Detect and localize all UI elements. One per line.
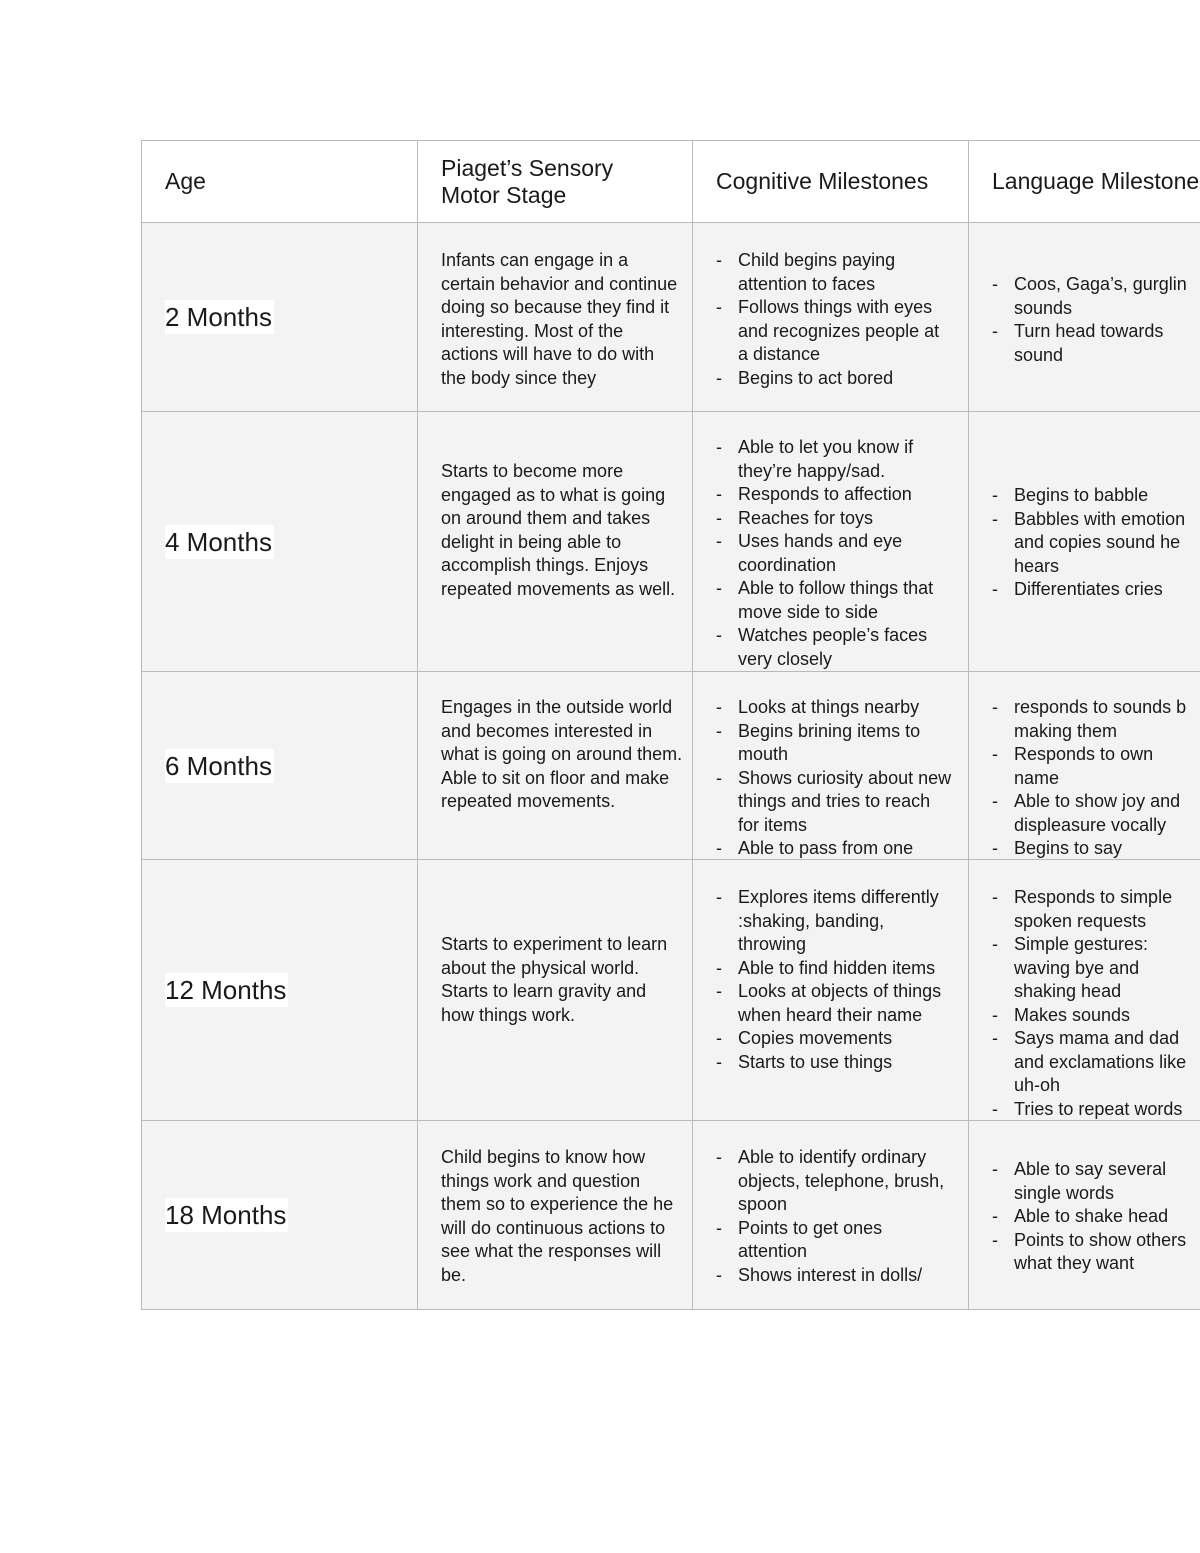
- cognitive-cell: [693, 412, 969, 672]
- dash-bullet: -: [992, 1206, 998, 1226]
- cognitive-list-item: [716, 957, 954, 981]
- dash-bullet: -: [716, 720, 722, 741]
- dash-bullet: -: [992, 321, 998, 341]
- cognitive-item-text: Watches people’s faces very closely: [738, 625, 928, 669]
- cognitive-cell: [693, 672, 969, 860]
- cognitive-list: [716, 1146, 954, 1287]
- language-list-item: [992, 508, 1200, 579]
- dash-bullet: -: [716, 1147, 722, 1167]
- cognitive-cell: [693, 223, 969, 412]
- cognitive-item-text: Child begins paying attention to faces: [738, 250, 896, 294]
- dash-bullet: -: [716, 887, 722, 907]
- cognitive-item-text: Able to pass from one: [738, 838, 914, 858]
- header-stage: [418, 141, 693, 223]
- language-item-text: responds to sounds b making them: [1014, 697, 1187, 741]
- language-list: [992, 273, 1200, 367]
- table-row: [142, 223, 1200, 412]
- language-list-item: [992, 696, 1200, 743]
- dash-bullet: -: [716, 250, 722, 270]
- language-item-text: Babbles with emotion and copies sound he hears: [1014, 508, 1186, 576]
- cognitive-item-text: Uses hands and eye coordination: [738, 531, 903, 575]
- header-cognitive: [693, 141, 969, 223]
- cognitive-item-text: Able to follow things that move side to side: [738, 578, 934, 622]
- language-cell: [969, 223, 1200, 412]
- language-list-item: [992, 886, 1200, 933]
- dash-bullet: -: [992, 791, 998, 811]
- dash-bullet: -: [992, 1098, 998, 1119]
- dash-bullet: -: [716, 981, 722, 1001]
- language-cell: [969, 412, 1200, 672]
- language-list-item: [992, 1004, 1200, 1028]
- language-list-item: [992, 273, 1200, 320]
- dash-bullet: -: [992, 1229, 998, 1250]
- cognitive-list-item: [716, 507, 954, 531]
- dash-bullet: -: [992, 838, 998, 858]
- age-label: 4 Months: [165, 526, 272, 557]
- stage-cell: [418, 860, 693, 1121]
- header-row: [142, 141, 1200, 223]
- cognitive-list-item: [716, 980, 954, 1027]
- dash-bullet: -: [716, 625, 722, 645]
- language-list-item: [992, 1158, 1200, 1205]
- dash-bullet: -: [992, 1028, 998, 1048]
- language-item-text: Able to show joy and displeasure vocally: [1014, 791, 1181, 835]
- stage-description: Engages in the outside world and becomes interested in what is going on around them. Able to sit on floor and make repeated movements.: [441, 697, 683, 811]
- language-item-text: Tries to repeat words: [1014, 1098, 1183, 1119]
- dash-bullet: -: [716, 957, 722, 978]
- dash-bullet: -: [716, 1051, 722, 1072]
- cognitive-list-item: [716, 837, 954, 859]
- language-list: [992, 484, 1200, 602]
- header-age-label: Age: [165, 168, 206, 194]
- table-row: [142, 860, 1200, 1121]
- cognitive-list-item: [716, 886, 954, 957]
- stage-description: Starts to become more engaged as to what is going on around them and takes delight in being able to accomplish things. Enjoys repeated movements as well.: [441, 461, 676, 599]
- cognitive-item-text: Points to get ones attention: [738, 1217, 883, 1261]
- cognitive-list-item: [716, 767, 954, 838]
- language-item-text: Makes sounds: [1014, 1004, 1131, 1025]
- cognitive-list-item: [716, 483, 954, 507]
- cognitive-list-item: [716, 249, 954, 296]
- language-item-text: Turn head towards sound: [1014, 321, 1164, 365]
- dash-bullet: -: [716, 1264, 722, 1285]
- dash-bullet: -: [992, 508, 998, 529]
- cognitive-list-item: [716, 367, 954, 391]
- age-cell: [142, 223, 418, 412]
- cognitive-list-item: [716, 530, 954, 577]
- stage-cell: [418, 412, 693, 672]
- dash-bullet: -: [992, 579, 998, 599]
- cognitive-item-text: Begins to act bored: [738, 367, 894, 388]
- cognitive-item-text: Starts to use things: [738, 1051, 893, 1072]
- cognitive-cell: [693, 1121, 969, 1310]
- language-list-item: [992, 743, 1200, 790]
- dash-bullet: -: [716, 531, 722, 551]
- cognitive-item-text: Looks at things nearby: [738, 697, 920, 717]
- dash-bullet: -: [716, 367, 722, 388]
- cognitive-list-item: [716, 1027, 954, 1051]
- dash-bullet: -: [716, 838, 722, 858]
- age-label: 18 Months: [165, 1200, 287, 1230]
- cognitive-list-item: [716, 296, 954, 367]
- cognitive-item-text: Reaches for toys: [738, 507, 874, 528]
- language-list-item: [992, 790, 1200, 837]
- cognitive-item-text: Shows interest in dolls/: [738, 1264, 923, 1285]
- language-list-item: [992, 1098, 1200, 1121]
- language-item-text: Able to say several single words: [1014, 1159, 1167, 1203]
- cognitive-list: [716, 696, 954, 859]
- stage-description: Child begins to know how things work and question them so to experience the he will do continuous actions to see what the responses will be.: [441, 1147, 674, 1285]
- dash-bullet: -: [992, 485, 998, 505]
- stage-cell: [418, 223, 693, 412]
- cognitive-list: [716, 436, 954, 671]
- dash-bullet: -: [716, 484, 722, 504]
- age-label: 6 Months: [165, 750, 272, 781]
- language-cell: [969, 860, 1200, 1121]
- age-label: 2 Months: [165, 302, 272, 332]
- language-list: [992, 886, 1200, 1120]
- dash-bullet: -: [716, 1028, 722, 1048]
- language-list-item: [992, 1205, 1200, 1229]
- header-stage-line2: Motor Stage: [441, 181, 567, 208]
- header-stage-line1: Piaget’s Sensory: [441, 154, 614, 181]
- cognitive-list-item: [716, 436, 954, 483]
- language-item-text: Says mama and dad and exclamations like uh-oh: [1014, 1028, 1187, 1095]
- language-list-item: [992, 1229, 1200, 1276]
- cognitive-list: [716, 886, 954, 1074]
- table-body: [142, 223, 1200, 1310]
- language-item-text: Begins to say: [1014, 838, 1123, 858]
- cognitive-list-item: [716, 1264, 954, 1288]
- cognitive-item-text: Looks at objects of things when heard their name: [738, 981, 942, 1025]
- language-cell: [969, 672, 1200, 860]
- dash-bullet: -: [992, 934, 998, 954]
- stage-description: Infants can engage in a certain behavior and continue doing so because they find it interesting. Most of the actions will have to do with the body since they: [441, 250, 678, 388]
- cognitive-item-text: Responds to affection: [738, 484, 912, 504]
- language-item-text: Able to shake head: [1014, 1206, 1169, 1226]
- language-list-item: [992, 1027, 1200, 1098]
- dash-bullet: -: [716, 437, 722, 457]
- dash-bullet: -: [992, 744, 998, 764]
- language-item-text: Coos, Gaga’s, gurglin sounds: [1014, 274, 1187, 318]
- dash-bullet: -: [992, 697, 998, 717]
- language-item-text: Points to show others what they want: [1014, 1229, 1187, 1273]
- milestones-table: [141, 140, 1200, 1310]
- age-cell: [142, 412, 418, 672]
- cognitive-item-text: Able to find hidden items: [738, 957, 936, 978]
- dash-bullet: -: [992, 1004, 998, 1025]
- cognitive-item-text: Begins brining items to mouth: [738, 720, 921, 764]
- language-list-item: [992, 837, 1200, 859]
- cognitive-list-item: [716, 1146, 954, 1217]
- cognitive-list-item: [716, 577, 954, 624]
- cognitive-item-text: Follows things with eyes and recognizes people at a distance: [738, 297, 940, 364]
- dash-bullet: -: [716, 297, 722, 317]
- language-list-item: [992, 484, 1200, 508]
- language-list: [992, 1158, 1200, 1276]
- cognitive-list-item: [716, 720, 954, 767]
- dash-bullet: -: [992, 887, 998, 907]
- language-item-text: Responds to simple spoken requests: [1014, 887, 1173, 931]
- cognitive-cell: [693, 860, 969, 1121]
- cognitive-item-text: Copies movements: [738, 1028, 893, 1048]
- dash-bullet: -: [716, 767, 722, 788]
- cognitive-list-item: [716, 1217, 954, 1264]
- dash-bullet: -: [716, 697, 722, 717]
- dash-bullet: -: [992, 274, 998, 294]
- table-row: [142, 412, 1200, 672]
- stage-cell: [418, 672, 693, 860]
- dash-bullet: -: [716, 507, 722, 528]
- header-language-label: Language Milestone: [992, 168, 1200, 194]
- dash-bullet: -: [992, 1159, 998, 1179]
- table-row: [142, 1121, 1200, 1310]
- language-item-text: Responds to own name: [1014, 744, 1154, 788]
- language-list-item: [992, 320, 1200, 367]
- cognitive-list-item: [716, 1051, 954, 1075]
- cognitive-item-text: Able to identify ordinary objects, telephone, brush, spoon: [738, 1147, 945, 1214]
- header-language: [969, 141, 1200, 223]
- stage-cell: [418, 1121, 693, 1310]
- language-item-text: Begins to babble: [1014, 485, 1149, 505]
- cognitive-list: [716, 249, 954, 390]
- language-item-text: Differentiates cries: [1014, 579, 1163, 599]
- cognitive-list-item: [716, 696, 954, 720]
- age-label: 12 Months: [165, 975, 287, 1005]
- table-row: [142, 672, 1200, 860]
- header-cognitive-label: Cognitive Milestones: [716, 168, 929, 194]
- language-item-text: Simple gestures: waving bye and shaking head: [1014, 934, 1149, 1001]
- cognitive-item-text: Able to let you know if they’re happy/sad.: [738, 437, 914, 481]
- language-list-item: [992, 578, 1200, 602]
- dash-bullet: -: [716, 578, 722, 598]
- cognitive-item-text: Explores items differently :shaking, banding, throwing: [738, 887, 939, 954]
- cognitive-list-item: [716, 624, 954, 671]
- language-list-item: [992, 933, 1200, 1004]
- header-age: [142, 141, 418, 223]
- age-cell: [142, 1121, 418, 1310]
- language-list: [992, 696, 1200, 859]
- cognitive-item-text: Shows curiosity about new things and tries to reach for items: [738, 767, 952, 835]
- age-cell: [142, 672, 418, 860]
- age-cell: [142, 860, 418, 1121]
- language-cell: [969, 1121, 1200, 1310]
- dash-bullet: -: [716, 1217, 722, 1238]
- stage-description: Starts to experiment to learn about the physical world. Starts to learn gravity and how things work.: [441, 934, 668, 1025]
